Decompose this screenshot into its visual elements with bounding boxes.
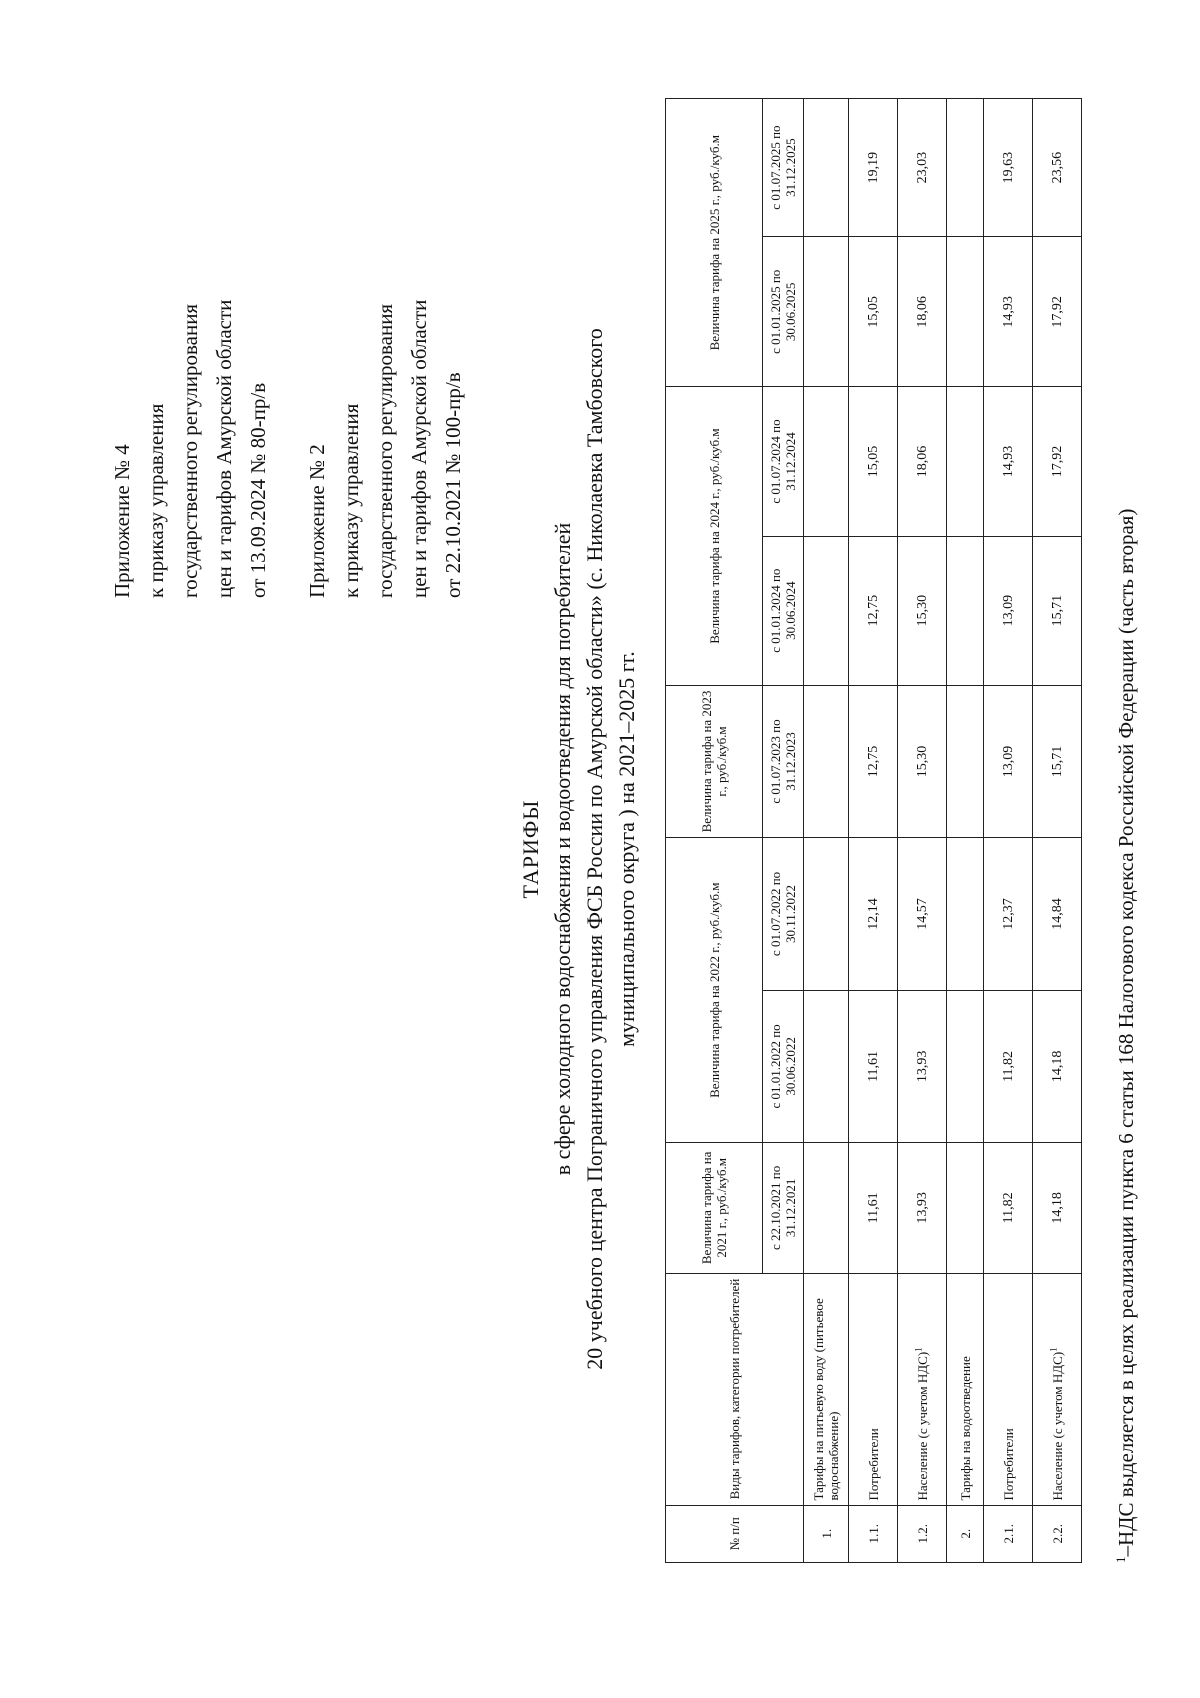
subtitle-line: в сфере холодного водоснабжения и водоотведения для потребителей [550,522,575,1176]
header-2025: Величина тарифа на 2025 г., руб./куб.м [666,99,763,387]
row-num: 1.2. [898,1505,947,1562]
row-name [898,1273,947,1505]
cell-value [804,387,849,536]
row-num: 2. [947,1505,984,1562]
cell-value [804,99,849,237]
period-header: с 01.07.2023 по 31.12.2023 [763,685,804,837]
cell-value: 11,82 [984,1143,1033,1273]
approval-line: Приложение № 4 [110,444,134,598]
period-header: с 01.07.2024 по 31.12.2024 [763,387,804,536]
cell-value [947,237,984,387]
cell-value [947,387,984,536]
cell-value [804,838,849,990]
row-name: Потребители [984,1273,1033,1505]
cell-value: 15,71 [1033,685,1082,837]
cell-value: 17,92 [1033,387,1082,536]
cell-value [804,1143,849,1273]
cell-value: 19,63 [984,99,1033,237]
cell-value [947,1143,984,1273]
cell-value: 14,93 [984,237,1033,387]
cell-value: 14,18 [1033,1143,1082,1273]
cell-value: 13,09 [984,536,1033,685]
footnote [1108,509,1139,1563]
cell-value: 13,09 [984,685,1033,837]
table-header-row [666,99,763,1563]
row-num: 1. [804,1505,849,1562]
row-name [1033,1273,1082,1505]
cell-value: 14,18 [1033,990,1082,1142]
approval-line: государственного регулирования [373,303,397,598]
cell-value: 13,93 [898,1143,947,1273]
row-name: Потребители [849,1273,898,1505]
cell-value: 12,75 [849,536,898,685]
cell-value: 15,30 [898,685,947,837]
cell-value: 11,61 [849,1143,898,1273]
approval-line: к приказу управления [144,403,168,598]
cell-value [804,237,849,387]
subtitle-line: 20 учебного центра Пограничного управления ФСБ России по Амурской области» (с. Николаевка Тамбовского [582,328,607,1370]
period-header: с 22.10.2021 по 31.12.2021 [763,1143,804,1273]
row-name-text: Население (с учетом НДС) [914,1351,930,1501]
table-row [947,99,984,1563]
cell-value: 13,93 [898,990,947,1142]
cell-value: 14,84 [1033,838,1082,990]
footnote-text: –НДС выделяется в целях реализации пункта 6 статьи 168 Налогового кодекса Российской Федерации (часть вторая) [1114,508,1138,1557]
row-num: 2.2. [1033,1505,1082,1562]
cell-value: 18,06 [898,237,947,387]
period-header: с 01.01.2025 по 30.06.2025 [763,237,804,387]
period-header: с 01.01.2022 по 30.06.2022 [763,990,804,1142]
table-row [1033,99,1082,1563]
cell-value [947,838,984,990]
cell-value: 18,06 [898,387,947,536]
period-header: с 01.01.2024 по 30.06.2024 [763,536,804,685]
approval-line: цен и тарифов Амурской области [212,299,236,598]
row-name: Тарифы на питьевую воду (питьевое водоснабжение) [804,1273,849,1505]
cell-value [947,990,984,1142]
document-title: ТАРИФЫ [518,799,543,899]
footnote-ref: 1 [913,1347,924,1352]
footnote-mark: 1 [1113,1556,1128,1563]
approval-line: к приказу управления [339,403,363,598]
row-name: Тарифы на водоотведение [947,1273,984,1505]
subtitle-line: муниципального округа ) на 2021–2025 гг. [614,651,639,1047]
footnote-ref: 1 [1048,1347,1059,1352]
cell-value: 15,05 [849,387,898,536]
approval-block-original [300,300,470,598]
document-title-block [515,0,643,1698]
cell-value [804,990,849,1142]
cell-value: 19,19 [849,99,898,237]
tariff-table [665,98,1082,1563]
table-row [898,99,947,1563]
approval-block-current [105,300,275,598]
row-num: 1.1. [849,1505,898,1562]
approval-line: Приложение № 2 [305,444,329,598]
header-2022: Величина тарифа на 2022 г., руб./куб.м [666,838,763,1143]
cell-value [947,99,984,237]
header-2021: Величина тарифа на 2021 г., руб./куб.м [666,1143,763,1273]
cell-value: 15,71 [1033,536,1082,685]
approval-line: от 22.10.2021 № 100-пр/в [441,372,465,598]
header-2024: Величина тарифа на 2024 г., руб./куб.м [666,387,763,685]
table-row [984,99,1033,1563]
cell-value: 15,30 [898,536,947,685]
header-2023: Величина тарифа на 2023 г., руб./куб.м [666,685,763,837]
header-kind: Виды тарифов, категории потребителей [666,1273,804,1505]
approval-line: государственного регулирования [178,303,202,598]
cell-value: 17,92 [1033,237,1082,387]
cell-value: 11,61 [849,990,898,1142]
cell-value: 14,93 [984,387,1033,536]
cell-value: 14,57 [898,838,947,990]
cell-value: 12,37 [984,838,1033,990]
cell-value [804,685,849,837]
row-num: 2.1. [984,1505,1033,1562]
cell-value: 12,75 [849,685,898,837]
cell-value: 23,56 [1033,99,1082,237]
approval-line: цен и тарифов Амурской области [407,299,431,598]
cell-value: 23,03 [898,99,947,237]
cell-value [947,536,984,685]
header-num: № п/п [666,1505,804,1562]
cell-value [804,536,849,685]
approval-line: от 13.09.2024 № 80-пр/в [246,382,270,598]
period-header: с 01.07.2022 по 30.11.2022 [763,838,804,990]
cell-value: 11,82 [984,990,1033,1142]
cell-value: 15,05 [849,237,898,387]
row-name-text: Население (с учетом НДС) [1049,1351,1065,1501]
cell-value [947,685,984,837]
period-header: с 01.07.2025 по 31.12.2025 [763,99,804,237]
table-row [804,99,849,1563]
cell-value: 12,14 [849,838,898,990]
table-row [849,99,898,1563]
